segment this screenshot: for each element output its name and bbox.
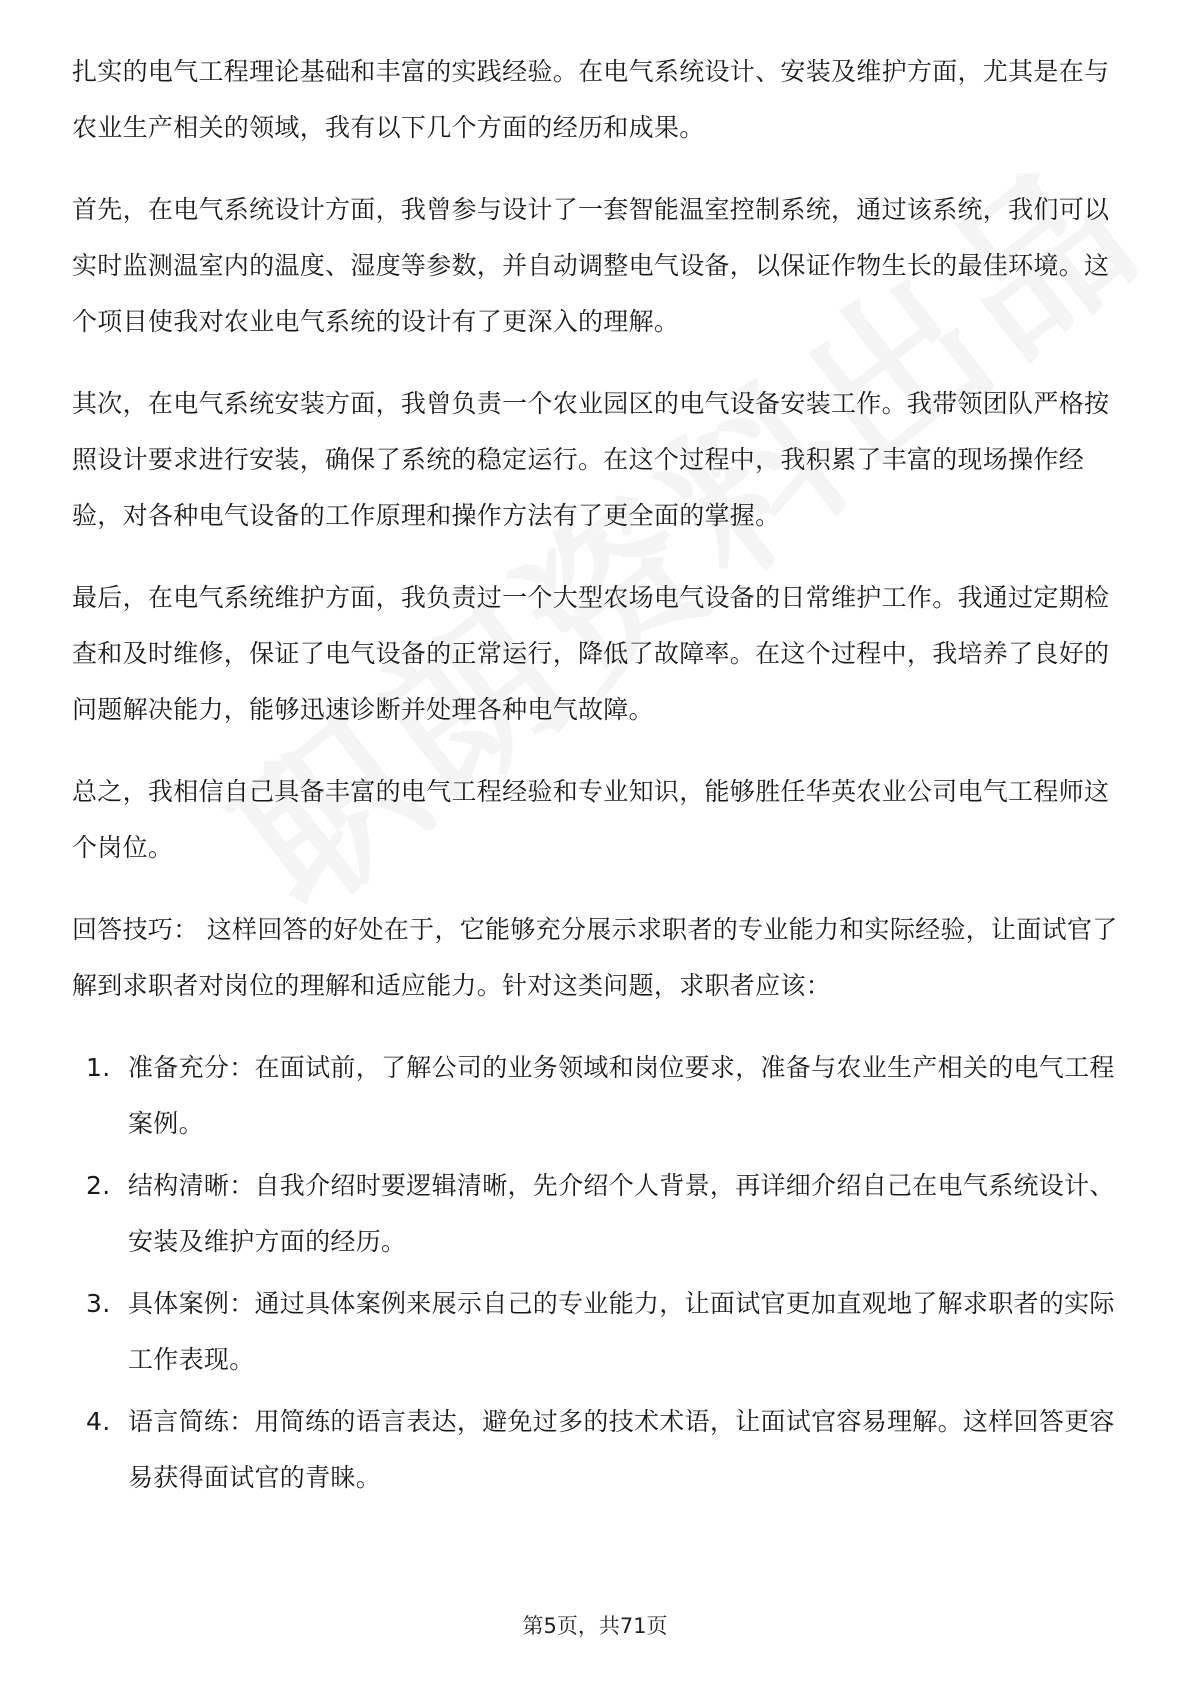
list-item [72, 1394, 1122, 1506]
list-item [72, 1276, 1122, 1388]
list-text: 语言简练：用简练的语言表达，避免过多的技术术语，让面试官容易理解。这样回答更容易获得面试官的青睐。 [128, 1407, 1115, 1492]
document-body [72, 44, 1122, 1512]
paragraph-answer-tips: 回答技巧： 这样回答的好处在于，它能够充分展示求职者的专业能力和实际经验，让面试官了解到求职者对岗位的理解和适应能力。针对这类问题，求职者应该： [72, 915, 1118, 1000]
list-number: 3. [86, 1289, 111, 1318]
list-item [72, 1158, 1122, 1270]
paragraph-installation: 其次，在电气系统安装方面，我曾负责一个农业园区的电气设备安装工作。我带领团队严格按照设计要求进行安装，确保了系统的稳定运行。在这个过程中，我积累了丰富的现场操作经验，对各种电气设备的工作原理和操作方法有了更全面的掌握。 [72, 389, 1110, 530]
list-text: 具体案例：通过具体案例来展示自己的专业能力，让面试官更加直观地了解求职者的实际工作表现。 [128, 1289, 1115, 1374]
page-footer: 第5页，共71页 [522, 1614, 668, 1638]
list-number: 4. [86, 1407, 111, 1436]
list-number: 1. [86, 1053, 111, 1082]
paragraph-maintenance: 最后，在电气系统维护方面，我负责过一个大型农场电气设备的日常维护工作。我通过定期检查和及时维修，保证了电气设备的正常运行，降低了故障率。在这个过程中，我培养了良好的问题解决能力，能够迅速诊断并处理各种电气故障。 [72, 583, 1110, 724]
tips-list [72, 1040, 1122, 1506]
list-text: 结构清晰：自我介绍时要逻辑清晰，先介绍个人背景，再详细介绍自己在电气系统设计、安装及维护方面的经历。 [128, 1171, 1115, 1256]
list-item [72, 1040, 1122, 1152]
paragraph-intro: 扎实的电气工程理论基础和丰富的实践经验。在电气系统设计、安装及维护方面，尤其是在与农业生产相关的领域，我有以下几个方面的经历和成果。 [72, 57, 1110, 142]
paragraph-design: 首先，在电气系统设计方面，我曾参与设计了一套智能温室控制系统，通过该系统，我们可以实时监测温室内的温度、湿度等参数，并自动调整电气设备，以保证作物生长的最佳环境。这个项目使我对农业电气系统的设计有了更深入的理解。 [72, 195, 1110, 336]
paragraph-summary: 总之，我相信自己具备丰富的电气工程经验和专业知识，能够胜任华英农业公司电气工程师这个岗位。 [72, 777, 1110, 862]
list-text: 准备充分：在面试前，了解公司的业务领域和岗位要求，准备与农业生产相关的电气工程案例。 [128, 1053, 1115, 1138]
list-number: 2. [86, 1171, 111, 1200]
